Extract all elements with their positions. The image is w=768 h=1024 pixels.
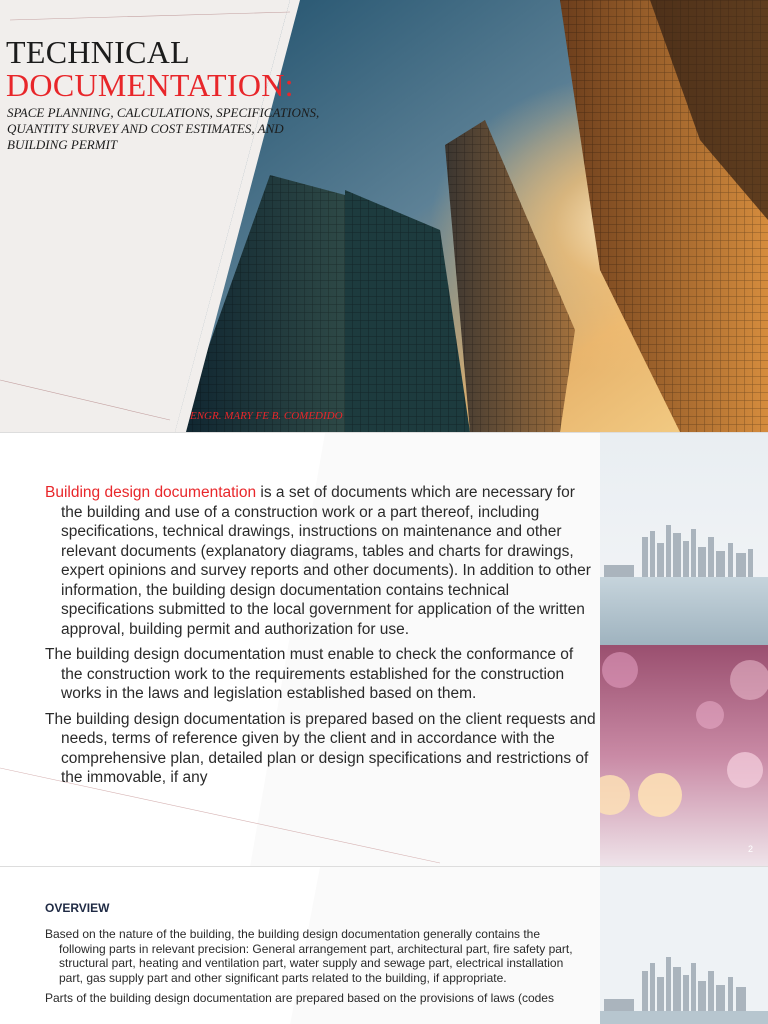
bokeh-lights-photo — [600, 645, 768, 866]
content-slide-3 — [0, 866, 768, 1024]
slide-2-body — [45, 483, 597, 794]
paragraph-parts: Based on the nature of the building, the building design documentation generally contains the following parts in relevant precision: General arrangement part, architectural part, fire safety part, structural part, heating and ventilation part, water supply and sewage part, electrical installation part, gas supply part and other significant parts related to the building, if appropriate. — [45, 927, 573, 985]
subtitle: SPACE PLANNING, CALCULATIONS, SPECIFICATIONS, QUANTITY SURVEY AND COST ESTIMATES, AND BUILDING PERMIT — [7, 105, 320, 152]
title-line-1: TECHNICAL — [6, 34, 191, 70]
author-name: ENGR. MARY FE B. COMEDIDO — [190, 410, 343, 422]
paragraph-text: is a set of documents which are necessary for the building and use of a construction work or a part thereof, including specifications, technical drawings, instructions on maintenance and other relevant documents (explanatory diagrams, tables and charts for drawings, expert opinions and survey reports and other documents). In addition to other information, the building design documentation contains technical specifications submitted to the local government for application of the written approval, building permit and authorization for use. — [61, 484, 591, 638]
highlighted-term: Building design documentation — [45, 484, 257, 501]
slide-3-body — [45, 901, 590, 1012]
city-skyline-photo — [600, 867, 768, 1024]
section-heading: OVERVIEW — [45, 901, 110, 915]
paragraph-laws: Parts of the building design documentation are prepared based on the provisions of laws (codes — [45, 991, 554, 1005]
paragraph-conformance: The building design documentation must enable to check the conformance of the construction work to the requirements established for the construction works in the laws and legislation established based on them. — [45, 646, 574, 702]
title-slide — [0, 0, 768, 432]
content-slide-2 — [0, 432, 768, 866]
title-line-2: DOCUMENTATION: — [6, 67, 294, 103]
city-skyline-photo — [600, 433, 768, 645]
page-number: 2 — [748, 844, 754, 854]
paragraph-preparation: The building design documentation is prepared based on the client requests and needs, terms of reference given by the client and in accordance with the comprehensive plan, detailed plan or design specifications and restrictions of the immovable, if any — [45, 710, 596, 786]
paragraph-definition — [45, 483, 597, 639]
